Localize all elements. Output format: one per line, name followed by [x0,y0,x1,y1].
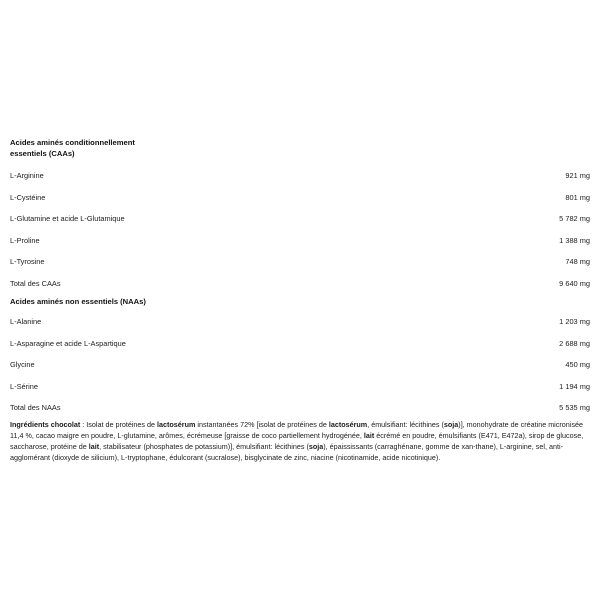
amino-acid-name: L-Arginine [10,171,44,181]
amino-acid-name: L-Glutamine et acide L-Glutamique [10,214,125,224]
amino-acid-value: 2 688 mg [559,338,590,348]
naa-total-value: 5 535 mg [559,403,590,413]
ingredients-text: écrémé en poudre, émulsifiants (E471, E472a), sirop de glucose, saccharose, protéine de [10,430,584,451]
caa-total-label: Total des CAAs [10,278,61,288]
table-row [10,187,590,209]
amino-acid-name: L-Asparagine et acide L-Aspartique [10,338,126,348]
ingredients-text: , stabilisateur (phosphates de potassium)], émulsifiant: lécithines ( [99,441,309,451]
ingredients-text: , émulsifiant: lécithines ( [367,419,444,429]
amino-acid-value: 1 203 mg [559,317,590,327]
naa-total-label: Total des NAAs [10,403,61,413]
ingredients-text: : Isolat de protéines de [80,419,158,429]
amino-acid-name: Glycine [10,360,35,370]
allergen-highlight: lait [363,430,375,440]
ingredients-text: )], monohydrate de créatine micronisée 11,4 %, cacao maigre en poudre, L-glutamine, arômes, écrémeuse [graisse de coco partiellement hydrogénée, [10,419,583,440]
amino-acid-name: L-Alanine [10,317,42,327]
ingredients-text: instantanées 72% [isolat de protéines de [195,419,329,429]
allergen-highlight: lactosérum [328,419,368,429]
amino-acid-value: 801 mg [565,192,590,202]
amino-acid-value: 450 mg [565,360,590,370]
table-row [10,165,590,187]
table-row [10,354,590,376]
allergen-highlight: lactosérum [157,419,196,429]
amino-acid-name: L-Proline [10,235,40,245]
allergen-highlight: lait [88,441,100,451]
amino-acid-value: 748 mg [565,257,590,267]
amino-acid-name: L-Sérine [10,381,38,391]
amino-acid-value: 1 194 mg [559,381,590,391]
table-row [10,311,590,333]
ingredients-paragraph [10,419,590,463]
caa-section-title: Acides aminés conditionnellement essentiels (CAAs) [10,138,135,158]
amino-acid-value: 5 782 mg [559,214,590,224]
table-row [10,376,590,398]
allergen-highlight: soja [308,441,324,451]
allergen-highlight: soja [443,419,459,429]
naa-section-title: Acides aminés non essentiels (NAAs) [10,297,146,306]
naa-total-row [10,397,590,419]
amino-acid-name: L-Tyrosine [10,257,45,267]
table-row [10,333,590,355]
ingredients-label: Ingrédients chocolat [10,419,81,429]
caa-total-value: 9 640 mg [559,278,590,288]
amino-acid-value: 921 mg [565,171,590,181]
amino-acid-name: L-Cystéine [10,192,46,202]
nutrition-panel [10,137,590,463]
caa-total-row [10,273,590,295]
table-row [10,208,590,230]
ingredients-text: ), épaississants (carraghénane, gomme de xan-thane), L-arginine, sel, anti-agglomérant (dioxyde de silicium), L-tryptophane, édulcorant (sucralose), bisglycinate de zinc, niacine (nicotinamide, acide nicotinique). [10,441,563,462]
table-row [10,251,590,273]
table-row [10,230,590,252]
amino-acid-value: 1 388 mg [559,235,590,245]
